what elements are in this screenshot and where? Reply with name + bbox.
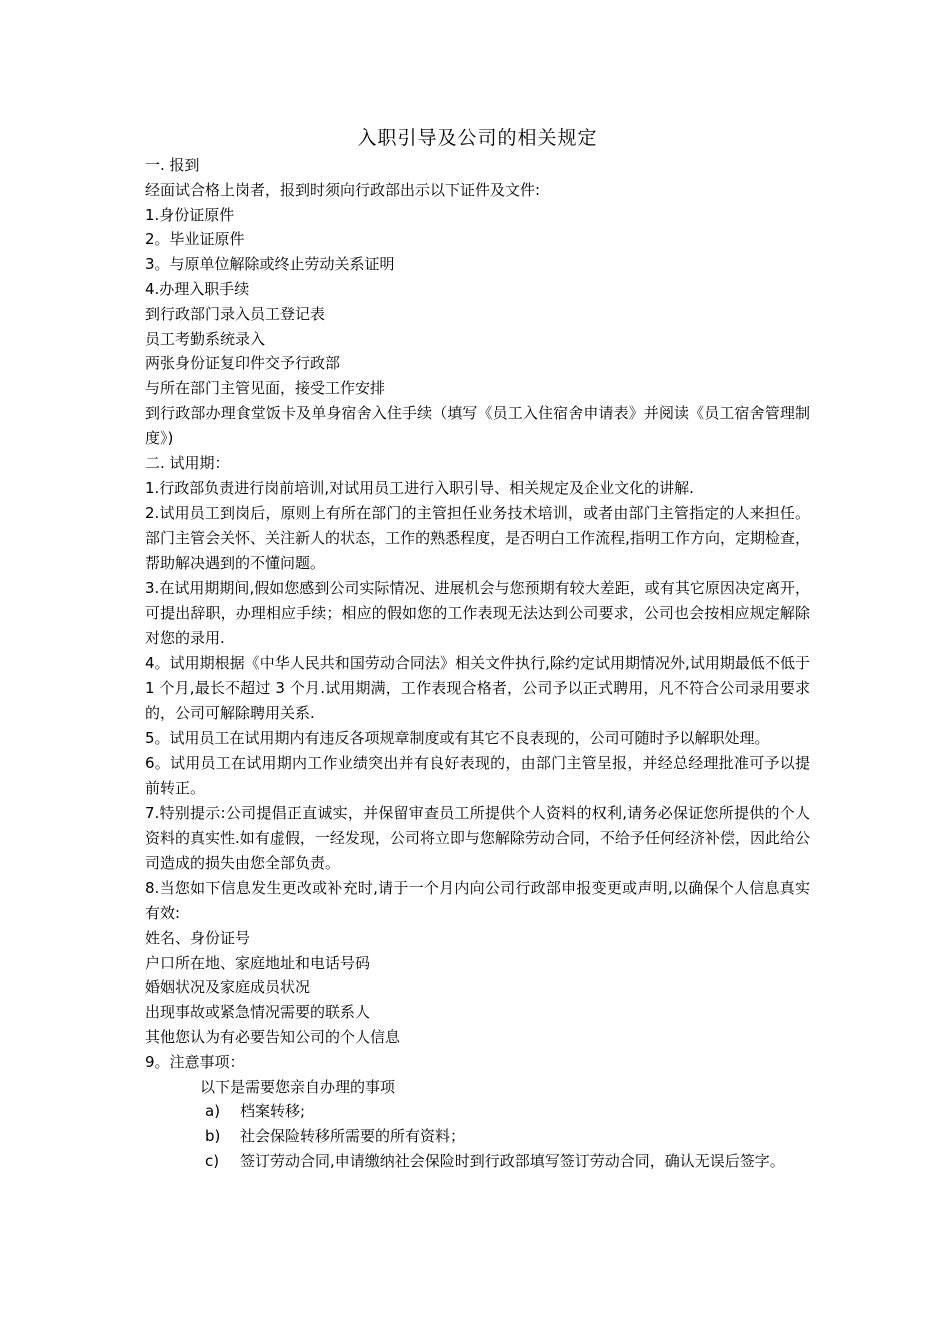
info-item: 出现事故或紧急情况需要的联系人 — [145, 1003, 371, 1022]
document-item: 1.身份证原件 — [145, 205, 235, 224]
list-item-text: 社会保险转移所需要的所有资料； — [240, 1127, 466, 1146]
info-item: 户口所在地、家庭地址和电话号码 — [145, 953, 371, 972]
procedure-item: 与所在部门主管见面，接受工作安排 — [145, 379, 386, 398]
list-item-text: 签订劳动合同,申请缴纳社会保险时到行政部填写签订劳动合同，确认无误后签字。 — [240, 1151, 785, 1170]
procedure-item: 到行政部办理食堂饭卡及单身宿舍入住手续（填写《员工入住宿舍申请表》并阅读《员工宿舍管理制度》) — [145, 403, 810, 447]
probation-paragraph: 5。试用员工在试用期内有违反各项规章制度或有其它不良表现的，公司可随时予以解职处理。 — [145, 728, 770, 747]
probation-paragraph: 1.行政部负责进行岗前培训,对试用员工进行入职引导、相关规定及企业文化的讲解. — [145, 478, 694, 497]
document-item: 3。与原单位解除或终止劳动关系证明 — [145, 255, 395, 274]
list-marker: c) — [205, 1151, 220, 1170]
probation-paragraph: 4。试用期根据《中华人民共和国劳动合同法》相关文件执行,除约定试用期情况外,试用期最低不低于 1 个月,最长不超过 3 个月.试用期满，工作表现合格者，公司予以正式聘用，凡不符合公司录用要求的，公司可解除聘用关系. — [145, 653, 810, 722]
list-marker: a) — [205, 1102, 221, 1121]
document-item: 2。毕业证原件 — [145, 230, 245, 249]
probation-paragraph: 3.在试用期期间,假如您感到公司实际情况、进展机会与您预期有较大差距，或有其它原因决定离开，可提出辞职，办理相应手续；相应的假如您的工作表现无法达到公司要求，公司也会按相应规定解除对您的录用. — [145, 578, 810, 647]
notes-heading: 9。注意事项： — [145, 1052, 245, 1071]
note-list-item — [145, 1124, 810, 1149]
note-list-item — [145, 1099, 810, 1124]
probation-paragraph: 7.特别提示:公司提倡正直诚实，并保留审查员工所提供个人资料的权利,请务必保证您所提供的个人资料的真实性.如有虚假，一经发现，公司将立即与您解除劳动合同，不给予任何经济补偿，因此给公司造成的损失由您全部负责。 — [145, 803, 810, 872]
document-body — [145, 126, 810, 1174]
section-heading-probation: 二. 试用期： — [145, 453, 230, 472]
section-heading-registration: 一. 报到 — [145, 156, 200, 174]
procedure-item: 到行政部门录入员工登记表 — [145, 304, 326, 323]
page-title: 入职引导及公司的相关规定 — [357, 127, 598, 149]
probation-paragraph: 2.试用员工到岗后，原则上有所在部门的主管担任业务技术培训，或者由部门主管指定的人来担任。部门主管会关怀、关注新人的状态，工作的熟悉程度，是否明白工作流程,指明工作方向，定期检查，帮助解决遇到的不懂问题。 — [145, 503, 810, 572]
note-list-item — [145, 1149, 810, 1174]
info-item: 姓名、身份证号 — [145, 928, 251, 947]
document-item: 4.办理入职手续 — [145, 279, 250, 298]
procedure-item: 员工考勤系统录入 — [145, 329, 266, 348]
probation-paragraph: 8.当您如下信息发生更改或补充时,请于一个月内向公司行政部申报变更或声明,以确保个人信息真实有效: — [145, 878, 810, 922]
info-item: 婚姻状况及家庭成员状况 — [145, 978, 311, 997]
probation-paragraph: 6。试用员工在试用期内工作业绩突出并有良好表现的，由部门主管呈报，并经总经理批准可予以提前转正。 — [145, 753, 810, 797]
info-item: 其他您认为有必要告知公司的个人信息 — [145, 1027, 401, 1046]
list-item-text: 档案转移; — [240, 1102, 306, 1121]
registration-intro: 经面试合格上岗者，报到时须向行政部出示以下证件及文件: — [145, 180, 541, 199]
list-marker: b) — [205, 1127, 221, 1146]
notes-intro: 以下是需要您亲自办理的事项 — [200, 1077, 396, 1096]
procedure-item: 两张身份证复印件交予行政部 — [145, 354, 341, 373]
